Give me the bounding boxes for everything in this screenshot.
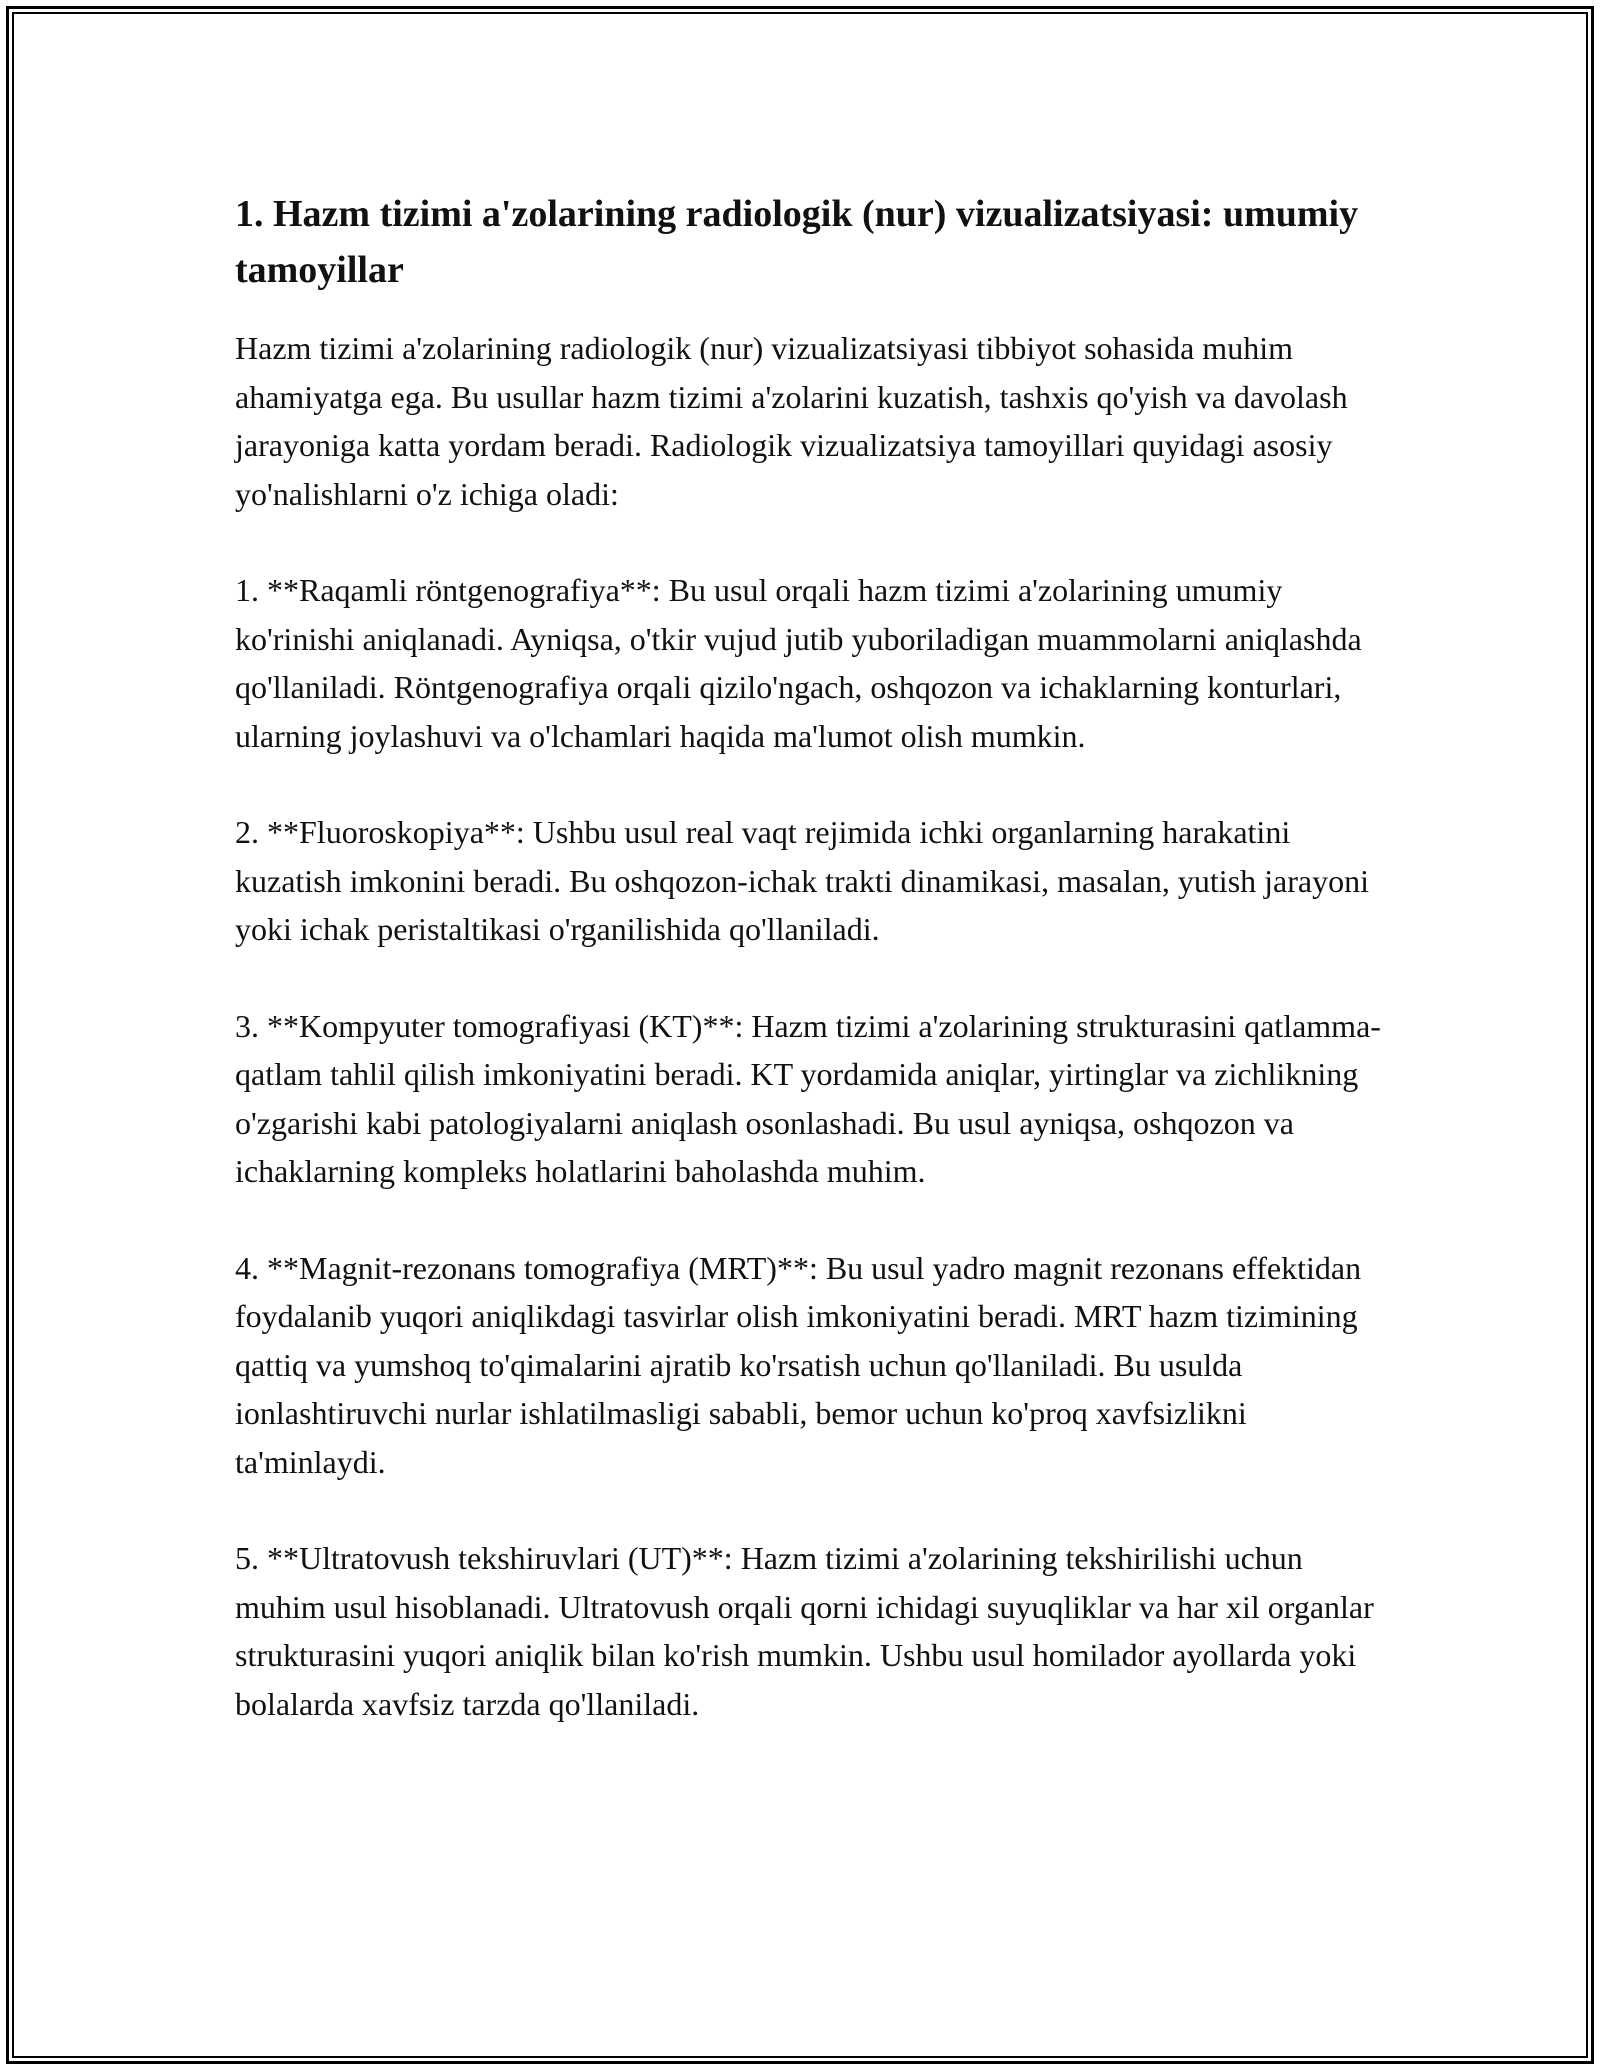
- list-item-fluoroskopiya: 2. **Fluoroskopiya**: Ushbu usul real vaqt rejimida ichki organlarning harakatini kuzatish imkonini beradi. Bu oshqozon-ichak trakti dinamikasi, masalan, yutish jarayoni yoki ichak peristaltikasi o'rganilishida qo'llaniladi.: [235, 814, 1369, 947]
- list-item-magnit-rezonans: 4. **Magnit-rezonans tomografiya (MRT)**: Bu usul yadro magnit rezonans effektidan foydalanib yuqori aniqlikdagi tasvirlar olish imkoniyatini beradi. MRT hazm tizimining qattiq va yumshoq to'qimalarini ajratib ko'rsatish uchun qo'llaniladi. Bu usulda ionlashtiruvchi nurlar ishlatilmasligi sababli, bemor uchun ko'proq xavfsizlikni ta'minlaydi.: [235, 1249, 1362, 1480]
- list-item-rontgenografiya: 1. **Raqamli röntgenografiya**: Bu usul orqali hazm tizimi a'zolarining umumiy ko'rinishi aniqlanadi. Ayniqsa, o'tkir vujud jutib yuboriladigan muammolarni aniqlashda qo'llaniladi. Röntgenografiya orqali qizilo'ngach, oshqozon va ichaklarning konturlari, ularning joylashuvi va o'lchamlari haqida ma'lumot olish mumkin.: [235, 572, 1362, 754]
- document-title: 1. Hazm tizimi a'zolarining radiologik (nur) vizualizatsiyasi: umumiy tamoyillar: [235, 193, 1359, 291]
- document-body: [235, 186, 1385, 1776]
- list-item-kompyuter-tomografiyasi: 3. **Kompyuter tomografiyasi (KT)**: Hazm tizimi a'zolarining strukturasini qatlamma-qatlam tahlil qilish imkoniyatini beradi. KT yordamida aniqlar, yirtinglar va zichlikning o'zgarishi kabi patologiyalarni aniqlash osonlashadi. Bu usul ayniqsa, oshqozon va ichaklarning kompleks holatlarini baholashda muhim.: [235, 1007, 1381, 1189]
- list-item-ultratovush: 5. **Ultratovush tekshiruvlari (UT)**: Hazm tizimi a'zolarining tekshirilishi uchun muhim usul hisoblanadi. Ultratovush orqali qorni ichidagi suyuqliklar va har xil organlar strukturasini yuqori aniqlik bilan ko'rish mumkin. Ushbu usul homilador ayollarda yoki bolalarda xavfsiz tarzda qo'llaniladi.: [235, 1540, 1374, 1722]
- intro-paragraph: Hazm tizimi a'zolarining radiologik (nur) vizualizatsiyasi tibbiyot sohasida muhim ahamiyatga ega. Bu usullar hazm tizimi a'zolarini kuzatish, tashxis qo'yish va davolash jarayoniga katta yordam beradi. Radiologik vizualizatsiya tamoyillari quyidagi asosiy yo'nalishlarni o'z ichiga oladi:: [235, 330, 1348, 512]
